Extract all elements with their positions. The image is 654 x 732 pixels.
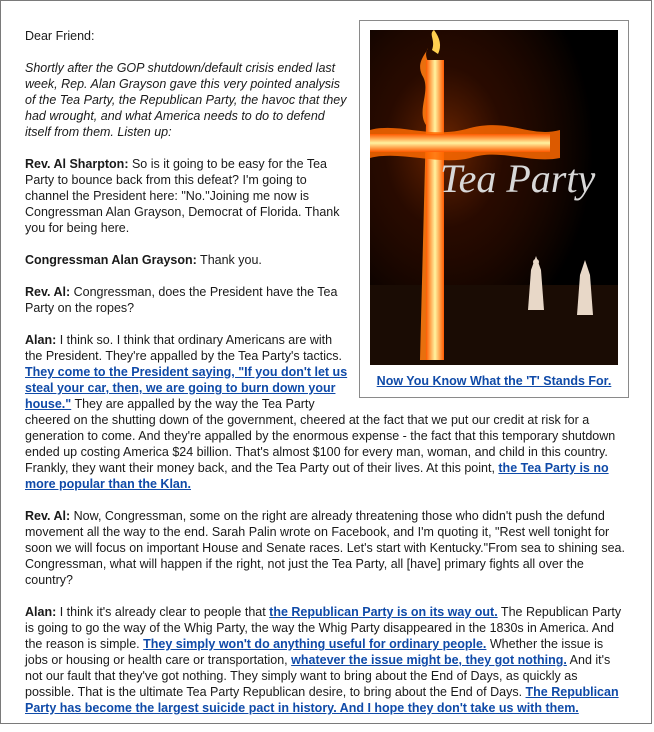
- quote-link-klan[interactable]: the Tea Party is no more popular than the Klan.: [25, 461, 609, 491]
- paragraph-text: The Republican Party is going to go the way of the Whig Party, the way the Whig Party disappeared in the 1830s in America. And the reason is simple.: [25, 605, 622, 651]
- speaker-label: Alan:: [25, 605, 57, 619]
- paragraph-text: I think it's already clear to people that: [56, 605, 270, 619]
- paragraph-text: Now, Congressman, some on the right are already threatening those who didn't push the defund movement all the way to the end. Sarah Palin wrote on Facebook, and I'm quoting it, "Rest well tonight for soon we will focus on important House and Senate races. Let's start with Kentucky."From sea to shining sea. Congressman, what will happen if the right, not just the Tea Party, all [have] primary fights all over the country?: [25, 509, 625, 587]
- paragraph-text: They are appalled by the way the Tea Party cheered on the shutting down of the government, cheered at the fact that we put our credit at risk for a generation to come. And they're appalled by the enormous expense - the fact that this temporary shutdown ended up costing America $24 billion. That's almost $100 for every man, woman, and child in this country. Frankly, they want their money back, and the Tea Party out of their lives. At this point,: [25, 397, 616, 475]
- paragraph-text: And it's not our fault that they've got nothing. They simply want to bring about the End of Days, as quickly as possible. That is the ultimate Tea Party Republican desire, to bring about the End of Days.: [25, 653, 611, 699]
- paragraph-text: Congressman, does the President have the Tea Party on the ropes?: [25, 285, 338, 315]
- intro-paragraph: Shortly after the GOP shutdown/default crisis ended last week, Rep. Alan Grayson gave this very pointed analysis of the Tea Party, the Republican Party, the havoc that they had wrought, and what America needs to do to defend itself from them. Listen up:: [25, 61, 347, 139]
- figure-caption-link[interactable]: Now You Know What the 'T' Stands For.: [376, 374, 612, 388]
- figure-image-text: Tea Party: [440, 156, 596, 201]
- quote-link-steal-car[interactable]: They come to the President saying, "If you don't let us steal your car, then, we are going to burn down your house.": [25, 365, 348, 411]
- paragraph-text: Thank you.: [196, 253, 262, 267]
- paragraph-text: I think so. I think that ordinary Americans are with the President. They're appalled by the Tea Party's tactics.: [25, 333, 342, 363]
- salutation: Dear Friend:: [25, 29, 95, 43]
- speaker-label: Congressman Alan Grayson:: [25, 253, 197, 267]
- quote-link-nothing-useful[interactable]: They simply won't do anything useful for ordinary people.: [143, 637, 487, 651]
- paragraph-text: Whether the issue is jobs or housing or health care or transportation,: [25, 637, 604, 667]
- burning-cross-image: [370, 30, 618, 365]
- speaker-label: Rev. Al:: [25, 509, 71, 523]
- quote-link-on-its-way-out[interactable]: the Republican Party is on its way out.: [269, 605, 498, 619]
- paragraph-6: [25, 604, 629, 716]
- paragraph-text: So is it going to be easy for the Tea Party to bounce back from this defeat? I'm going to channel the President here: "No."Joining me now is Congressman Alan Grayson, Democrat of Florida. Thank you for being here.: [25, 157, 340, 235]
- quote-link-suicide-pact[interactable]: The Republican Party has become the largest suicide pact in history. And I hope they don't take us with them.: [25, 685, 619, 715]
- letter-body: [25, 28, 629, 732]
- paragraph-5: [25, 508, 629, 588]
- figure-box: [359, 20, 629, 398]
- speaker-label: Rev. Al Sharpton:: [25, 157, 129, 171]
- speaker-label: Alan:: [25, 333, 57, 347]
- quote-link-got-nothing[interactable]: whatever the issue might be, they got nothing.: [291, 653, 567, 667]
- speaker-label: Rev. Al:: [25, 285, 71, 299]
